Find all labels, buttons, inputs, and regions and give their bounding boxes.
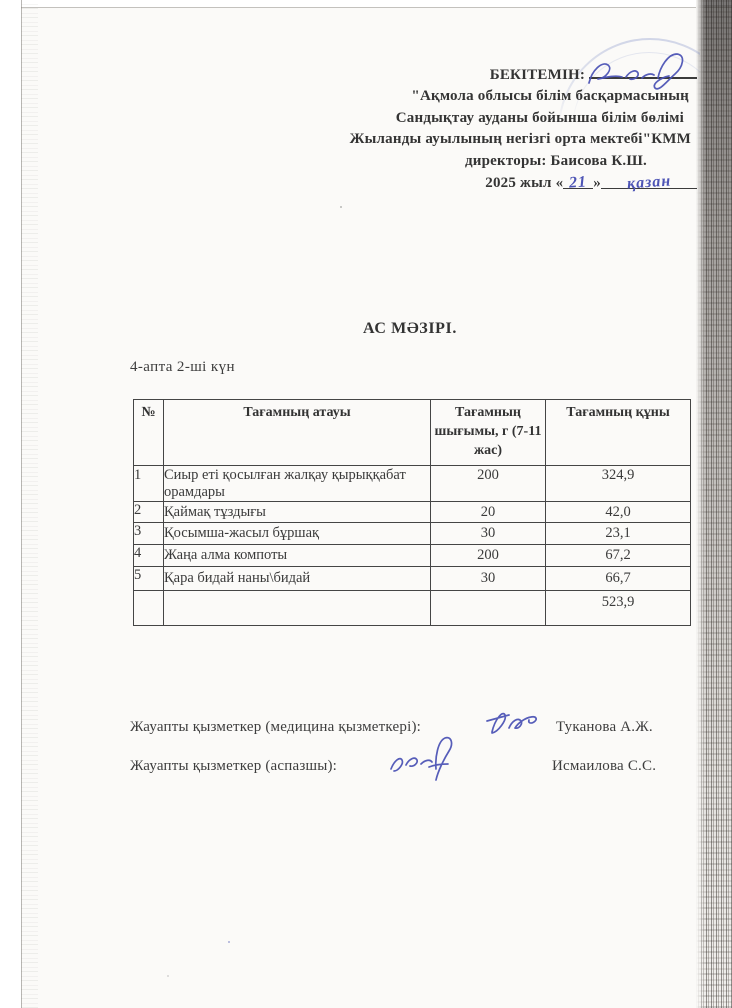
- row-number: 3: [134, 523, 164, 545]
- table-header-row: [134, 400, 691, 466]
- scan-right-shadow-band: [696, 0, 732, 1008]
- dish-name: Жаңа алма компоты: [164, 545, 431, 567]
- org-line-2: Сандықтау ауданы бойынша білім бөлімі: [395, 109, 684, 126]
- scan-top-margin: [0, 0, 732, 7]
- dish-output: 200: [431, 545, 546, 567]
- approve-label: БЕКІТЕМІН:: [489, 67, 586, 83]
- table-row: [134, 545, 691, 567]
- scan-top-edge-line: [0, 7, 732, 8]
- date-month-underline: [601, 172, 697, 193]
- empty-cell: [134, 591, 164, 626]
- col-header-cost: Тағамның құны: [546, 400, 691, 466]
- row-number: 1: [134, 466, 164, 502]
- handwritten-month: қазан: [626, 172, 672, 193]
- dish-cost: 324,9: [546, 466, 691, 502]
- dish-output: 30: [431, 567, 546, 591]
- date-prefix: 2025 жыл «: [485, 175, 564, 192]
- dish-cost: 42,0: [546, 502, 691, 523]
- dish-output: 200: [431, 466, 546, 502]
- col-header-dish-name: Тағамның атауы: [164, 400, 431, 466]
- responsible-cook-name: Исмаилова С.С.: [552, 758, 657, 774]
- dish-name: Сиыр еті қосылған жалқау қырыққабат орамдары: [164, 466, 431, 502]
- handwritten-day: 21: [568, 173, 588, 192]
- date-suffix: »: [593, 175, 601, 192]
- row-number: 5: [134, 567, 164, 591]
- scan-left-margin: [0, 0, 21, 1008]
- scan-speck: [340, 206, 342, 208]
- org-line-1: "Ақмола облысы білім басқармасының: [411, 88, 689, 105]
- week-day-label: 4-апта 2-ші күн: [130, 359, 235, 375]
- dish-output: 20: [431, 502, 546, 523]
- col-header-output: Тағамның шығымы, г (7-11 жас): [431, 400, 546, 466]
- table-row: [134, 567, 691, 591]
- dish-name: Қосымша-жасыл бұршақ: [164, 523, 431, 545]
- dish-name: Қара бидай наны\бидай: [164, 567, 431, 591]
- row-number: 4: [134, 545, 164, 567]
- date-line: [317, 172, 697, 194]
- scan-left-edge-noise: [21, 0, 38, 1008]
- director-handwritten-signature: [583, 50, 701, 98]
- row-number: 2: [134, 502, 164, 523]
- date-day-underline: [563, 172, 593, 192]
- page-title: АС МӘЗІРІ.: [363, 320, 457, 337]
- table-row: [134, 466, 691, 502]
- menu-table: [133, 399, 691, 626]
- scan-speck: [228, 941, 230, 943]
- responsible-cook-label: Жауапты қызметкер (аспазшы):: [130, 758, 338, 774]
- empty-cell: [431, 591, 546, 626]
- scan-speck: [167, 975, 169, 977]
- table-total-row: [134, 591, 691, 626]
- col-header-number: №: [134, 400, 164, 466]
- responsible-medical-name: Туканова А.Ж.: [556, 719, 653, 735]
- director-name-line: директоры: Баисова К.Ш.: [465, 152, 647, 169]
- medical-worker-handwritten-signature: [478, 702, 548, 742]
- org-line-3: Жыланды ауылының негізгі орта мектебі"КММ: [349, 131, 691, 148]
- dish-cost: 66,7: [546, 567, 691, 591]
- total-cost: 523,9: [546, 591, 691, 626]
- table-row: [134, 502, 691, 523]
- dish-cost: 67,2: [546, 545, 691, 567]
- dish-name: Қаймақ тұздығы: [164, 502, 431, 523]
- empty-cell: [164, 591, 431, 626]
- cook-handwritten-signature: [384, 733, 462, 785]
- dish-cost: 23,1: [546, 523, 691, 545]
- dish-output: 30: [431, 523, 546, 545]
- responsible-medical-label: Жауапты қызметкер (медицина қызметкері):: [130, 719, 422, 735]
- table-row: [134, 523, 691, 545]
